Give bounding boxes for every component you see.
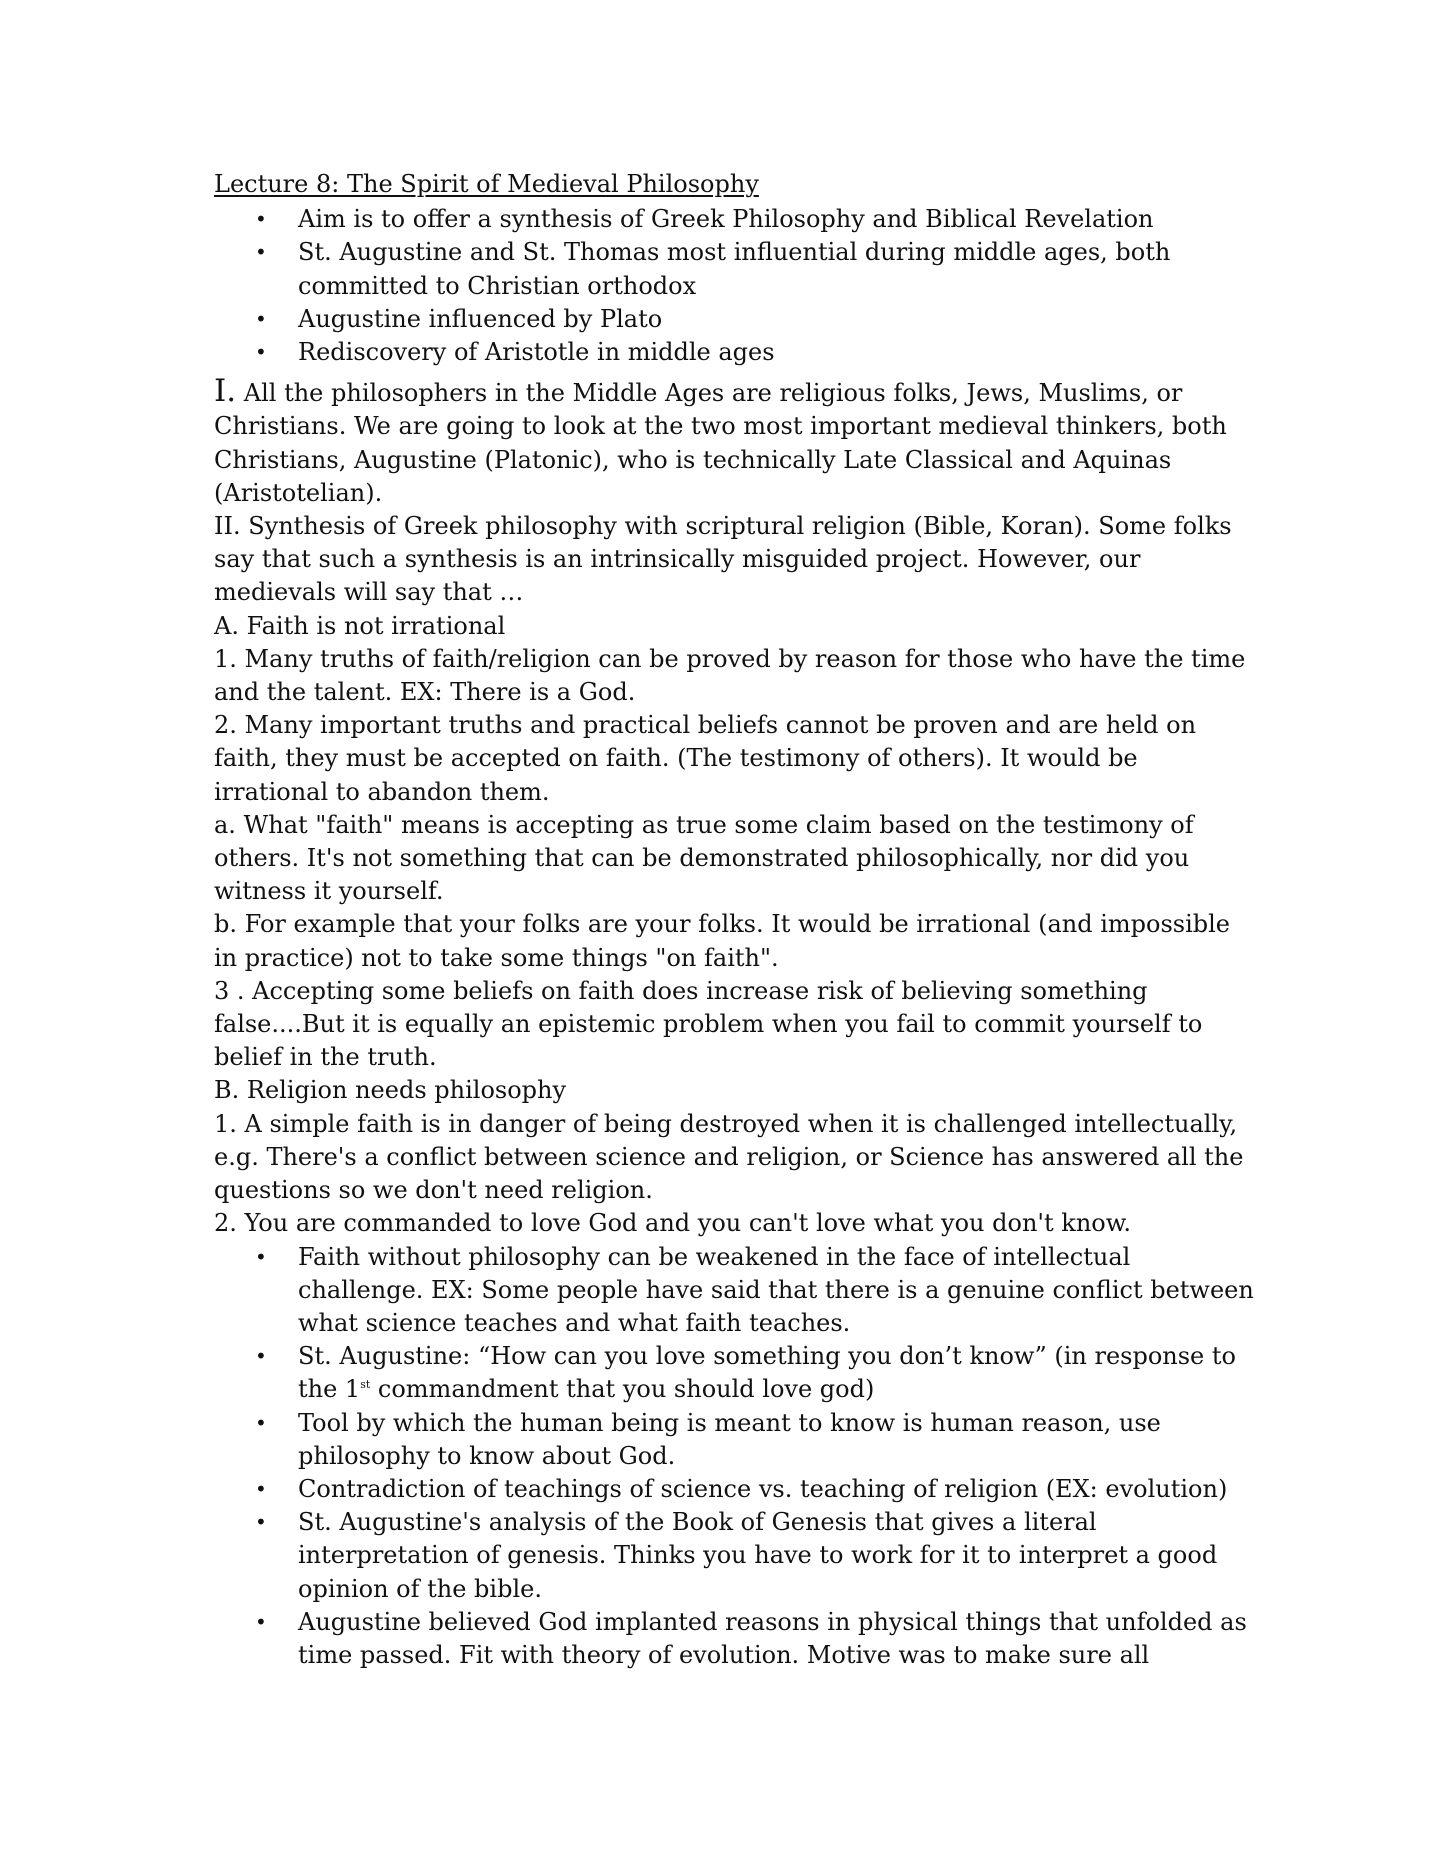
intro-bullet-list [214,203,1254,369]
list-item [255,1506,1254,1606]
list-item [255,303,1254,336]
section-a-point-b: b. For example that your folks are your folks. It would be irrational (and impossible in practice) not to take some things "on faith". [214,910,1230,972]
bullet-text: Aim is to offer a synthesis of Greek Philosophy and Biblical Revelation [298,205,1154,234]
section-b-point-2: 2. You are commanded to love God and you can't love what you don't know. [214,1209,1132,1238]
section-b-point-1: 1. A simple faith is in danger of being destroyed when it is challenged intellectually, e.g. There's a conflict between science and religion, or Science has answered all the questions so we don't need religion. [214,1109,1244,1205]
bullet-icon: • [255,1609,267,1634]
document-page [214,168,1254,1672]
section-a-point-a: a. What "faith" means is accepting as true some claim based on the testimony of others. It's not something that can be demonstrated philosophically, nor did you witness it yourself. [214,810,1194,906]
bullet-icon: • [255,240,267,265]
section-b-heading: B. Religion needs philosophy [214,1076,567,1105]
bullet-text: Tool by which the human being is meant to know is human reason, use philosophy to know about God. [298,1408,1161,1470]
list-item [255,236,1254,302]
bullet-icon: • [255,1244,267,1269]
bullet-icon: • [255,1476,267,1501]
section-ii-paragraph: II. Synthesis of Greek philosophy with scriptural religion (Bible, Koran). Some folks say that such a synthesis is an intrinsically misguided project. However, our medievals will say that … [214,512,1232,607]
list-item [255,1340,1254,1406]
ordinal-superscript: st [360,1378,371,1392]
bullet-text: St. Augustine and St. Thomas most influential during middle ages, both committed to Christian orthodox [298,238,1171,300]
list-item [255,336,1254,369]
list-item [255,1407,1254,1473]
section-i-text: All the philosophers in the Middle Ages are religious folks, Jews, Muslims, or Christians. We are going to look at the two most important medieval thinkers, both Christians, Augustine (Platonic), who is technically Late Classical and Aquinas (Aristotelian). [214,379,1227,507]
bullet-icon: • [255,1344,267,1369]
section-i-numeral: I. [214,373,237,410]
bullet-icon: • [255,340,267,365]
bullet-icon: • [255,1510,267,1535]
bullet-text: Rediscovery of Aristotle in middle ages [298,338,775,367]
bullet-text: Contradiction of teachings of science vs. teaching of religion (EX: evolution) [298,1474,1228,1503]
section-a-point-3: 3 . Accepting some beliefs on faith does increase risk of believing something false....But it is equally an epistemic problem when you fail to commit yourself to belief in the truth. [214,976,1203,1072]
lecture-title-line [214,168,1254,201]
bullet-text-after: commandment that you should love god) [370,1375,875,1404]
bullet-text: Augustine influenced by Plato [298,304,663,333]
section-i-paragraph [214,375,1254,510]
list-item [255,1241,1254,1341]
section-a-heading: A. Faith is not irrational [214,611,506,640]
bullet-text: Augustine believed God implanted reasons in physical things that unfolded as time passed. Fit with theory of evolution. Motive was to make sure all [298,1607,1247,1669]
lecture-title: Lecture 8: The Spirit of Medieval Philosophy [214,170,759,198]
bullet-text-before: St. Augustine: “How can you love something you don’t know” (in response to the 1 [298,1342,1236,1404]
bullet-text: Faith without philosophy can be weakened in the face of intellectual challenge. EX: Some people have said that there is a genuine conflict between what science teaches and what faith teaches. [298,1242,1254,1337]
section-a-point-2: 2. Many important truths and practical beliefs cannot be proven and are held on faith, they must be accepted on faith. (The testimony of others). It would be irrational to abandon them. [214,711,1197,806]
section-a-point-1: 1. Many truths of faith/religion can be proved by reason for those who have the time and the talent. EX: There is a God. [214,644,1246,707]
bullet-icon: • [255,207,267,232]
bullet-icon: • [255,1410,267,1435]
list-item [255,203,1254,236]
bullet-icon: • [255,306,267,331]
bullet-text: St. Augustine's analysis of the Book of Genesis that gives a literal interpretation of genesis. Thinks you have to work for it to interpret a good opinion of the bible. [298,1508,1218,1603]
list-item [255,1606,1254,1672]
closing-bullet-list [214,1241,1254,1673]
list-item [255,1473,1254,1506]
